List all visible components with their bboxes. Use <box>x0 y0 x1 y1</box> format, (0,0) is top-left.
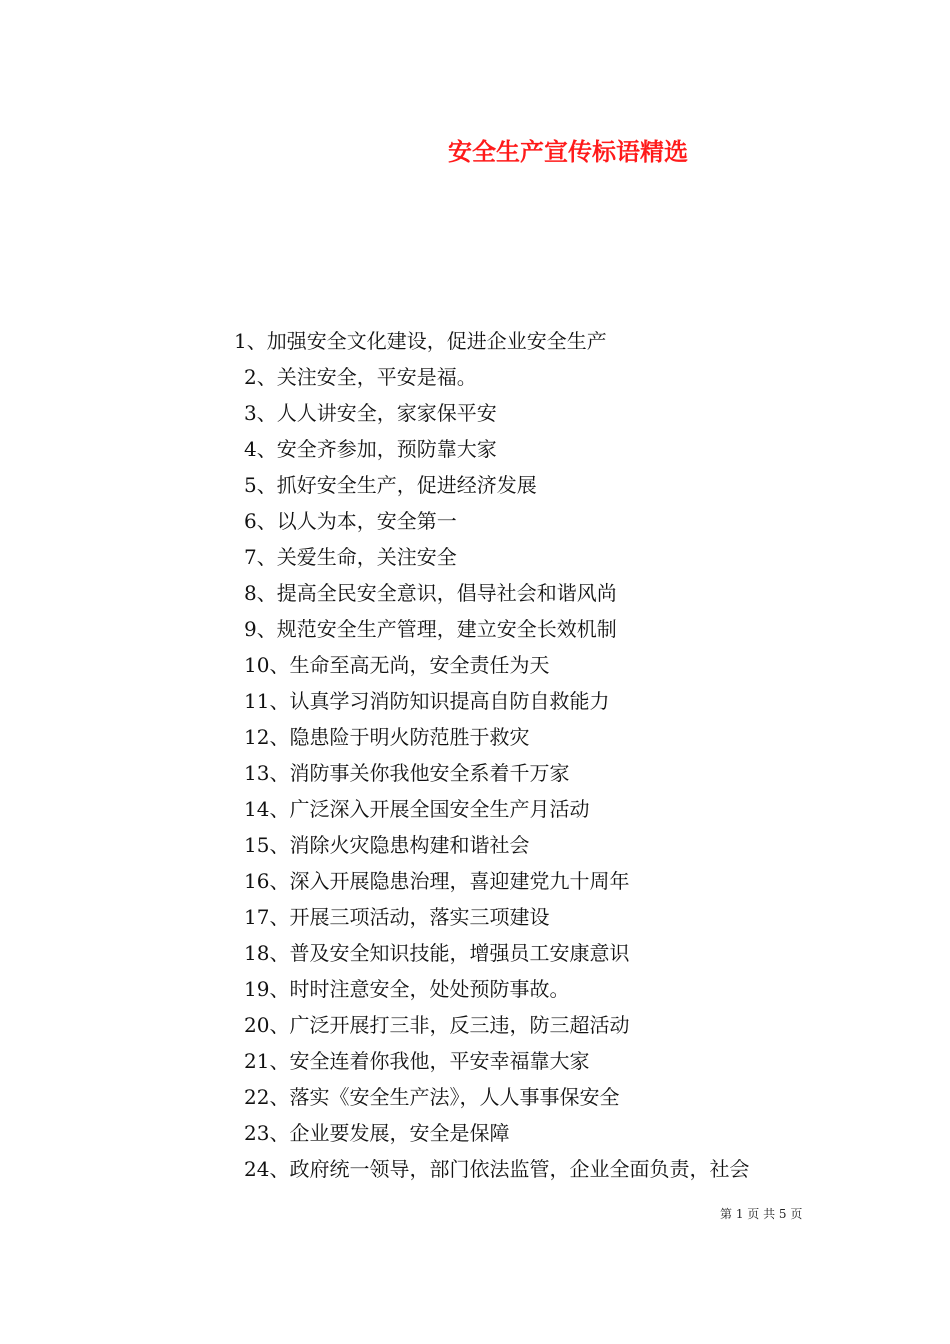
list-item: 23、企业要发展，安全是保障 <box>244 1121 510 1145</box>
list-item: 6、以人为本，安全第一 <box>244 509 457 533</box>
list-item: 20、广泛开展打三非，反三违，防三超活动 <box>244 1013 630 1037</box>
list-item: 4、安全齐参加，预防靠大家 <box>244 437 497 461</box>
list-item: 13、消防事关你我他安全系着千万家 <box>244 761 570 785</box>
list-item: 10、生命至高无尚，安全责任为天 <box>244 653 550 677</box>
list-item: 11、认真学习消防知识提高自防自救能力 <box>244 689 610 713</box>
list-item: 24、政府统一领导，部门依法监管，企业全面负责，社会 <box>244 1157 750 1181</box>
list-item: 22、落实《安全生产法》，人人事事保安全 <box>244 1085 620 1109</box>
list-item: 8、提高全民安全意识，倡导社会和谐风尚 <box>244 581 617 605</box>
list-item: 2、关注安全，平安是福。 <box>244 365 477 389</box>
list-item: 16、深入开展隐患治理，喜迎建党九十周年 <box>244 869 630 893</box>
page-number-footer: 第 1 页 共 5 页 <box>720 1207 803 1221</box>
list-item: 18、普及安全知识技能，增强员工安康意识 <box>244 941 630 965</box>
list-item: 21、安全连着你我他，平安幸福靠大家 <box>244 1049 590 1073</box>
slogan-list <box>234 323 749 1187</box>
list-item: 9、规范安全生产管理，建立安全长效机制 <box>244 617 617 641</box>
list-item: 7、关爱生命，关注安全 <box>244 545 457 569</box>
list-item: 1、加强安全文化建设，促进企业安全生产 <box>234 329 607 353</box>
list-item: 5、抓好安全生产，促进经济发展 <box>244 473 537 497</box>
list-item: 19、时时注意安全，处处预防事故。 <box>244 977 570 1001</box>
list-item: 17、开展三项活动，落实三项建设 <box>244 905 550 929</box>
list-item: 3、人人讲安全，家家保平安 <box>244 401 497 425</box>
list-item: 15、消除火灾隐患构建和谐社会 <box>244 833 530 857</box>
page-title: 安全生产宣传标语精选 <box>448 137 688 166</box>
list-item: 12、隐患险于明火防范胜于救灾 <box>244 725 530 749</box>
list-item: 14、广泛深入开展全国安全生产月活动 <box>244 797 590 821</box>
